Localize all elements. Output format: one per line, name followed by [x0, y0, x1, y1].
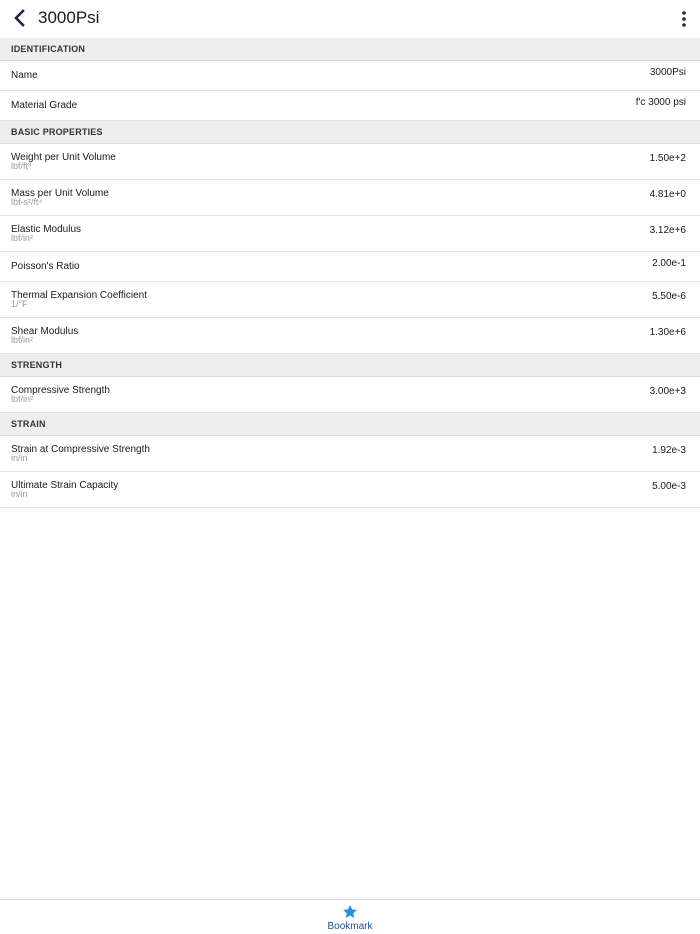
chevron-left-icon [10, 7, 32, 29]
row-unit: lbf-s²/ft⁴ [11, 197, 43, 207]
row-label: Name [11, 70, 38, 81]
row-label: Shear Modulus [11, 326, 79, 337]
row-value: 5.50e-6 [652, 291, 686, 302]
top-bar [0, 0, 700, 39]
list-item[interactable] [0, 180, 700, 216]
row-label: Weight per Unit Volume [11, 152, 116, 163]
row-label: Compressive Strength [11, 385, 110, 396]
section-header-identification: IDENTIFICATION [0, 38, 700, 61]
page-title: 3000Psi [38, 8, 100, 27]
list-item[interactable] [0, 144, 700, 180]
row-value: 3.12e+6 [649, 225, 686, 236]
row-value: 1.92e-3 [652, 445, 686, 456]
list-item[interactable] [0, 282, 700, 318]
star-icon [342, 904, 358, 920]
row-label: Thermal Expansion Coefficient [11, 290, 147, 301]
bookmark-label: Bookmark [327, 921, 373, 932]
section-header-basic-properties: BASIC PROPERTIES [0, 121, 700, 144]
row-unit: 1/°F [11, 299, 28, 309]
row-value: 1.30e+6 [649, 327, 686, 338]
row-value: 1.50e+2 [649, 153, 686, 164]
row-label: Mass per Unit Volume [11, 188, 109, 199]
row-value: f'c 3000 psi [635, 97, 686, 108]
row-value: 3.00e+3 [649, 386, 686, 397]
row-label: Elastic Modulus [11, 224, 82, 235]
row-label: Strain at Compressive Strength [11, 444, 150, 455]
properties-list [0, 38, 700, 508]
bookmark-button[interactable] [320, 904, 380, 932]
row-unit: lbf/ft³ [11, 161, 32, 171]
bottom-tab-bar [0, 899, 700, 934]
list-item[interactable] [0, 61, 700, 91]
section-header-strain: STRAIN [0, 413, 700, 436]
row-value: 4.81e+0 [649, 189, 686, 200]
row-unit: in/in [11, 489, 28, 499]
row-unit: lbf/in² [11, 233, 34, 243]
list-item[interactable] [0, 216, 700, 252]
list-item[interactable] [0, 91, 700, 121]
list-item[interactable] [0, 377, 700, 413]
row-label: Poisson's Ratio [11, 261, 80, 272]
list-item[interactable] [0, 252, 700, 282]
row-unit: in/in [11, 453, 28, 463]
row-value: 3000Psi [649, 67, 686, 78]
row-unit: lbf/in² [11, 394, 34, 404]
row-label: Material Grade [11, 100, 78, 111]
more-menu-button[interactable] [676, 10, 692, 28]
row-value: 2.00e-1 [652, 258, 686, 269]
row-unit: lbf/in² [11, 335, 34, 345]
row-label: Ultimate Strain Capacity [11, 480, 119, 491]
more-vertical-icon [676, 10, 692, 28]
row-value: 5.00e-3 [652, 481, 686, 492]
list-item[interactable] [0, 472, 700, 508]
back-button[interactable] [10, 7, 32, 29]
list-item[interactable] [0, 436, 700, 472]
section-header-strength: STRENGTH [0, 354, 700, 377]
list-item[interactable] [0, 318, 700, 354]
